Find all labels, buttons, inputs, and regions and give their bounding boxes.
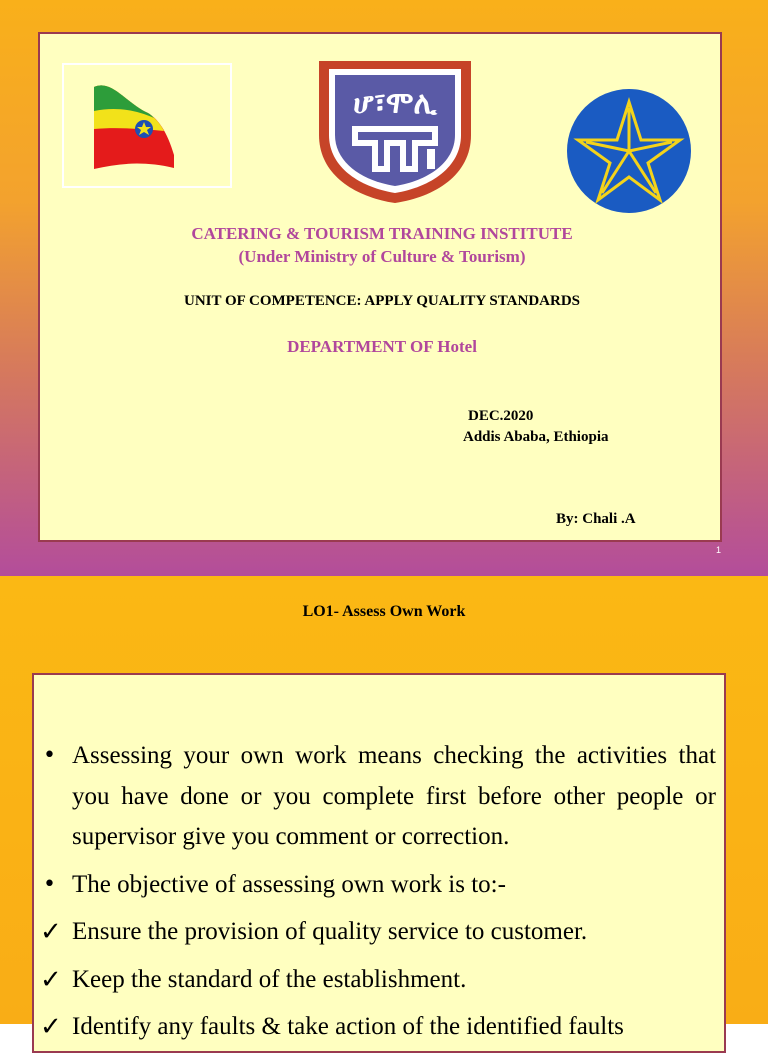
flag-logo-box — [62, 63, 232, 188]
ethiopian-flag-icon — [64, 65, 230, 186]
title-slide-panel — [38, 32, 722, 542]
content-slide — [0, 576, 768, 1042]
svg-text:ሆ፣ሞሊ: ሆ፣ሞሊ — [353, 86, 437, 121]
list-item-text: Ensure the provision of quality service to customer. — [72, 918, 588, 945]
list-item-text: Assessing your own work means checking the activities that you have done or you complete first before other people or supervisor give you comment or correction. — [72, 742, 716, 850]
unit-of-competence: UNIT OF COMPETENCE: APPLY QUALITY STANDARDS — [183, 293, 581, 309]
institute-crest-icon — [315, 57, 475, 205]
date-text: DEC.2020 — [468, 408, 534, 424]
page-number: 1 — [715, 545, 721, 555]
list-item — [34, 865, 724, 906]
bullet-icon: • — [43, 871, 56, 897]
ministry-subtitle: (Under Ministry of Culture & Tourism) — [238, 247, 526, 266]
bullet-icon: • — [43, 743, 56, 768]
slide-title: LO1- Assess Own Work — [302, 603, 466, 620]
department-name: DEPARTMENT OF Hotel — [287, 337, 477, 356]
list-item — [34, 736, 724, 858]
bullet-list — [34, 736, 724, 1055]
institute-name: CATERING & TOURISM TRAINING INSTITUTE — [191, 224, 573, 243]
national-emblem-icon — [566, 88, 692, 214]
author-text: By: Chali .A — [556, 511, 636, 527]
list-item — [34, 1007, 724, 1048]
list-item-text: The objective of assessing own work is to:- — [72, 870, 506, 898]
list-item — [34, 912, 724, 953]
list-item-text: Identify any faults & take action of the identified faults — [72, 1013, 624, 1040]
content-panel — [32, 673, 726, 1053]
list-item — [34, 960, 724, 1001]
place-text: Addis Ababa, Ethiopia — [463, 429, 609, 445]
checkmark-icon: ✓ — [40, 964, 62, 995]
checkmark-icon: ✓ — [40, 917, 62, 947]
checkmark-icon: ✓ — [40, 1012, 62, 1042]
list-item-text: Keep the standard of the establishment. — [72, 965, 467, 993]
